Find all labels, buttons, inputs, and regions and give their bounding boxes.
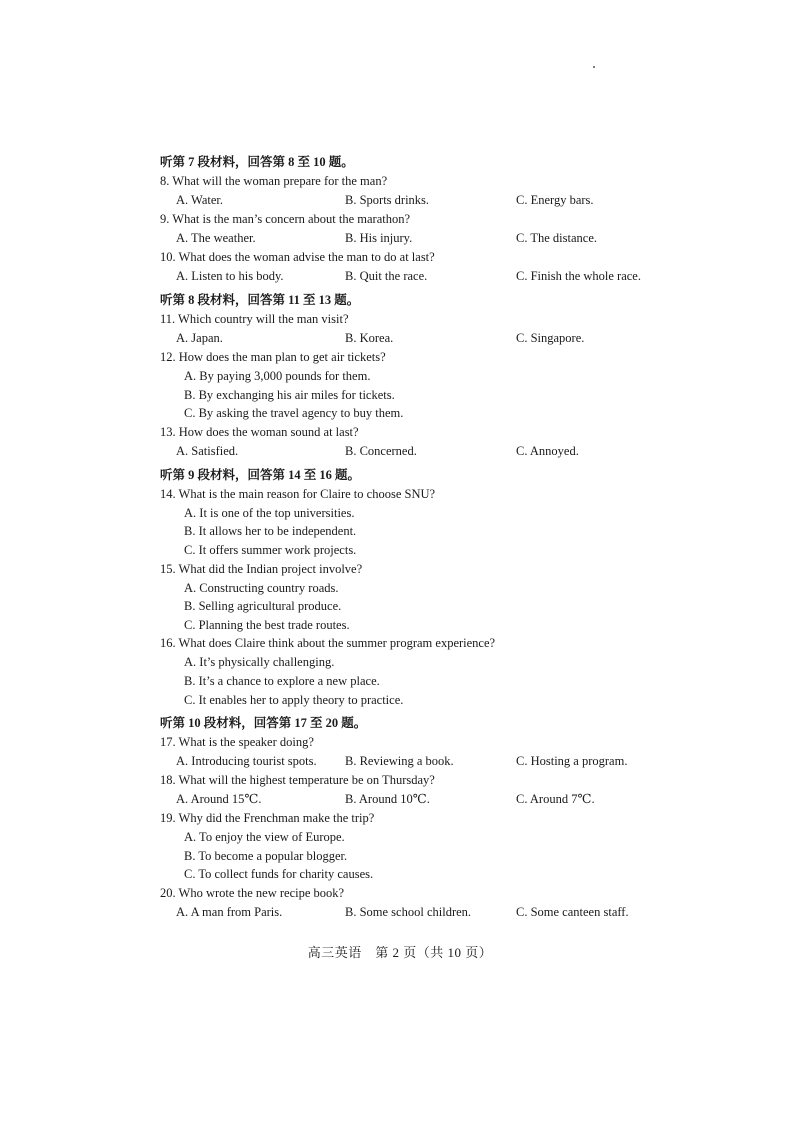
- option-c: C. The distance.: [516, 231, 597, 245]
- option-a: A. The weather.: [176, 231, 256, 245]
- section-heading: 听第 9 段材料，回答第 14 至 16 题。: [160, 467, 361, 482]
- option-a: A. Listen to his body.: [176, 269, 284, 283]
- section-heading: 听第 8 段材料，回答第 11 至 13 题。: [160, 293, 360, 307]
- listening-content: [160, 152, 660, 922]
- option-c: C. Hosting a program.: [516, 754, 628, 769]
- section-8: [160, 290, 660, 461]
- section-10: [160, 713, 660, 922]
- option-a: A. Around 15℃.: [176, 792, 262, 807]
- option-b: B. It’s a chance to explore a new place.: [184, 673, 380, 688]
- option-b: B. Sports drinks.: [345, 193, 430, 207]
- options-row: [160, 267, 660, 286]
- options-row: [160, 790, 660, 809]
- option-c: C. Singapore.: [516, 331, 585, 345]
- section-heading: 听第 10 段材料，回答第 17 至 20 题。: [160, 716, 367, 731]
- question-19: 19. Why did the Frenchman make the trip?: [160, 811, 375, 826]
- option-a: A. A man from Paris.: [176, 904, 283, 919]
- option-a: A. Satisfied.: [176, 443, 239, 458]
- option-c: C. Energy bars.: [516, 193, 594, 207]
- option-a: A. Water.: [176, 193, 224, 207]
- question-9: 9. What is the man’s concern about the marathon?: [160, 212, 411, 226]
- option-b: B. Korea.: [345, 331, 394, 345]
- option-a: A. To enjoy the view of Europe.: [184, 830, 345, 845]
- question-10: 10. What does the woman advise the man to do at last?: [160, 250, 435, 264]
- section-7: [160, 152, 660, 286]
- options-row: [160, 329, 660, 348]
- option-b: B. Concerned.: [345, 443, 417, 458]
- option-c: C. To collect funds for charity causes.: [184, 867, 374, 882]
- options-row: [160, 752, 660, 771]
- option-b: B. Quit the race.: [345, 269, 428, 283]
- question-18: 18. What will the highest temperature be on Thursday?: [160, 773, 435, 788]
- question-12: 12. How does the man plan to get air tickets?: [160, 350, 386, 364]
- option-a: A. By paying 3,000 pounds for them.: [184, 369, 371, 383]
- option-b: B. By exchanging his air miles for tickets.: [184, 387, 395, 402]
- question-11: 11. Which country will the man visit?: [160, 312, 349, 326]
- option-c: C. Around 7℃.: [516, 792, 595, 807]
- section-9: [160, 465, 660, 709]
- option-b: B. Around 10℃.: [345, 792, 430, 807]
- option-a: A. It’s physically challenging.: [184, 655, 335, 670]
- option-c: C. Annoyed.: [516, 443, 579, 458]
- option-a: A. Japan.: [176, 331, 223, 345]
- section-heading: 听第 7 段材料，回答第 8 至 10 题。: [160, 155, 354, 169]
- option-b: B. It allows her to be independent.: [184, 524, 357, 539]
- option-c: C. Finish the whole race.: [516, 269, 641, 283]
- question-13: 13. How does the woman sound at last?: [160, 424, 359, 439]
- option-c: C. It enables her to apply theory to practice.: [184, 692, 404, 707]
- option-a: A. It is one of the top universities.: [184, 505, 355, 520]
- option-b: B. To become a popular blogger.: [184, 848, 348, 863]
- question-15: 15. What did the Indian project involve?: [160, 561, 363, 576]
- option-a: A. Constructing country roads.: [184, 580, 339, 595]
- options-row: [160, 191, 660, 210]
- options-row: [160, 229, 660, 248]
- option-b: B. His injury.: [345, 231, 413, 245]
- question-20: 20. Who wrote the new recipe book?: [160, 885, 345, 900]
- question-8: 8. What will the woman prepare for the man?: [160, 174, 388, 188]
- option-c: C. By asking the travel agency to buy them.: [184, 406, 404, 421]
- option-b: B. Some school children.: [345, 904, 472, 919]
- option-a: A. Introducing tourist spots.: [176, 754, 317, 769]
- question-16: 16. What does Claire think about the summer program experience?: [160, 636, 496, 651]
- scan-speck: [593, 66, 595, 68]
- page-footer: 高三英语 第 2 页（共 10 页）: [307, 945, 493, 960]
- options-row: [160, 442, 660, 461]
- option-c: C. Some canteen staff.: [516, 904, 629, 919]
- option-b: B. Selling agricultural produce.: [184, 599, 342, 614]
- option-b: B. Reviewing a book.: [345, 754, 454, 769]
- option-c: C. Planning the best trade routes.: [184, 617, 350, 632]
- option-c: C. It offers summer work projects.: [184, 542, 357, 557]
- question-14: 14. What is the main reason for Claire to choose SNU?: [160, 486, 436, 501]
- options-row: [160, 903, 660, 922]
- question-17: 17. What is the speaker doing?: [160, 735, 314, 750]
